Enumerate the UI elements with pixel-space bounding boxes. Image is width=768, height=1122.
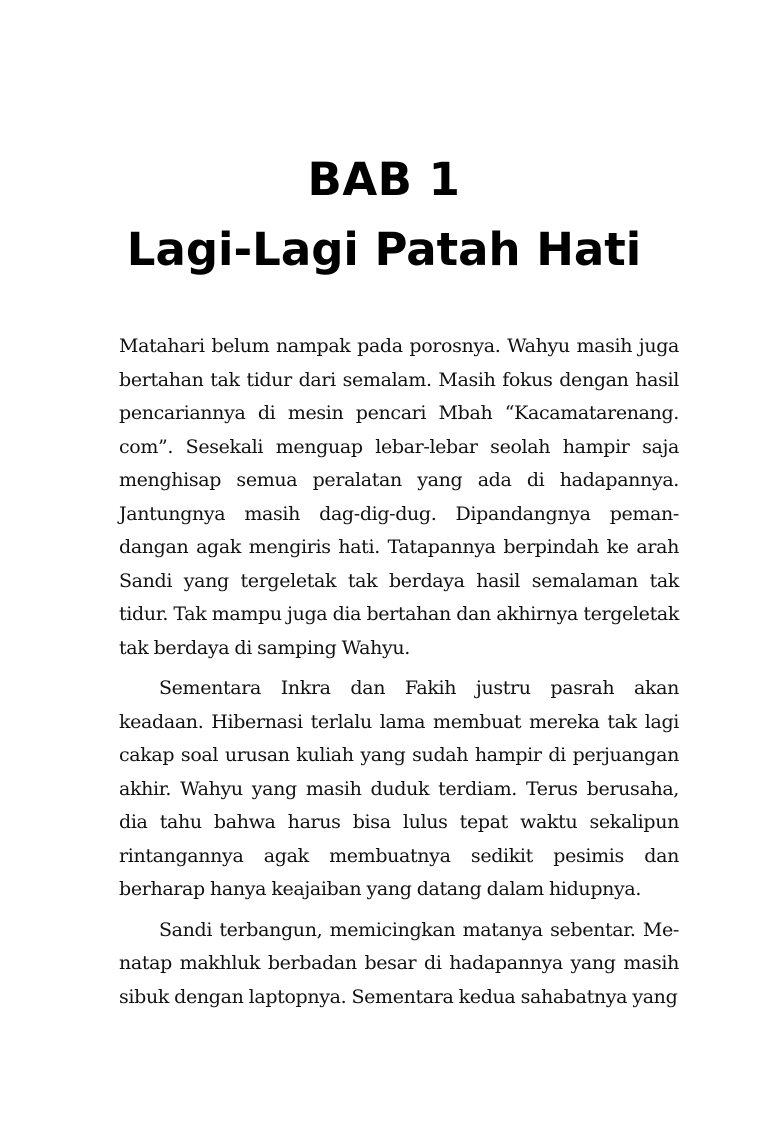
chapter-title: Lagi-Lagi Patah Hati: [126, 223, 642, 276]
chapter-number: BAB 1: [307, 153, 461, 206]
paragraph: Sementara Inkra dan Fakih justru pasrah akan keadaan. Hibernasi terlalu lama membuat mereka tak lagi cakap soal urusan kuliah yang sudah hampir di perjuangan akhir. Wahyu yang masih duduk terdiam. Terus berusaha, dia tahu bahwa harus bisa lulus tepat waktu sekalipun rintangannya agak membuatnya sedikit pesimis dan berharap hanya keajaiban yang datang dalam hidupnya.: [119, 677, 679, 900]
paragraph: Sandi terbangun, memicingkan matanya sebentar. Me-natap makhluk berbadan besar di hadapannya yang masih sibuk dengan laptopnya. Sementara kedua sahabatnya yang: [119, 918, 679, 1008]
chapter-heading: [0, 150, 768, 280]
paragraph: Matahari belum nampak pada porosnya. Wahyu masih juga bertahan tak tidur dari semalam. Masih fokus dengan hasil pencariannya di mesin pencari Mbah “Kacamatarenang. com”. Sesekali menguap lebar-lebar seolah hampir saja menghisap semua peralatan yang ada di hadapannya. Jantungnya masih dag-dig-dug. Dipandangnya peman-dangan agak mengiris hati. Tatapannya berpindah ke arah Sandi yang tergeletak tak berdaya hasil semalaman tak tidur. Tak mampu juga dia bertahan dan akhirnya tergeletak tak berdaya di samping Wahyu.: [119, 335, 679, 659]
body-text: [119, 330, 679, 1021]
